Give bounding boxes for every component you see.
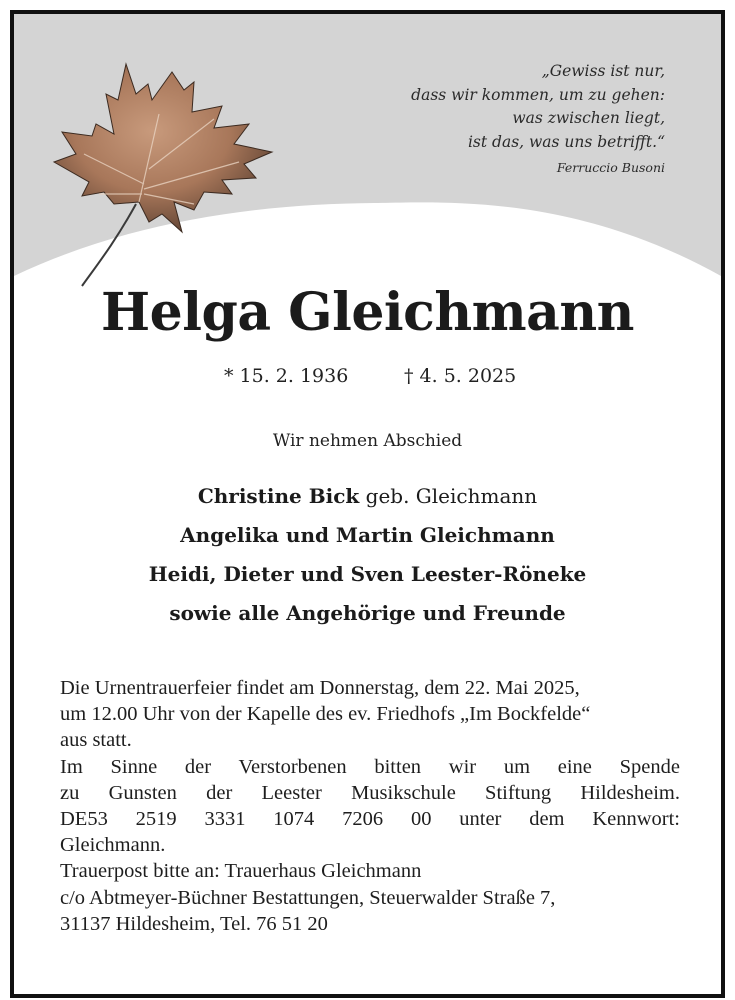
mourner-line: Angelika und Martin Gleichmann xyxy=(180,523,555,547)
details-line: Im Sinne der Verstorbenen bitten wir um eine Spende xyxy=(60,755,680,778)
details-line: um 12.00 Uhr von der Kapelle des ev. Friedhofs „Im Bockfelde“ xyxy=(60,703,591,726)
birth-date: * 15. 2. 1936 xyxy=(224,365,349,387)
ceremony-details xyxy=(60,675,680,937)
deceased-name: Helga Gleichmann xyxy=(101,282,634,343)
maple-leaf-icon xyxy=(44,54,279,294)
mourner-line xyxy=(14,477,721,516)
quote-author: Ferruccio Busoni xyxy=(556,160,665,175)
mourner-line: Heidi, Dieter und Sven Leester-Röneke xyxy=(148,562,587,586)
mourners-list xyxy=(14,477,721,633)
mourner-name: Christine Bick xyxy=(197,484,360,508)
address-line: 31137 Hildesheim, Tel. 76 51 20 xyxy=(60,912,328,935)
details-line: aus statt. xyxy=(60,729,132,752)
bank-details-line: DE53 2519 3331 1074 7206 00 unter dem Kennwort: xyxy=(60,808,680,831)
quote-line: „Gewiss ist nur, xyxy=(541,62,665,80)
address-line: c/o Abtmeyer-Büchner Bestattungen, Steuerwalder Straße 7, xyxy=(60,886,556,909)
details-line: Die Urnentrauerfeier findet am Donnerstag, dem 22. Mai 2025, xyxy=(60,677,580,699)
quote-line: was zwischen liegt, xyxy=(512,109,665,127)
death-date: † 4. 5. 2025 xyxy=(404,365,517,387)
mourner-line: sowie alle Angehörige und Freunde xyxy=(169,601,566,625)
farewell-line: Wir nehmen Abschied xyxy=(272,431,463,451)
details-line: zu Gunsten der Leester Musikschule Stiftung Hildesheim. xyxy=(60,781,680,804)
details-line: Trauerpost bitte an: Trauerhaus Gleichmann xyxy=(60,860,422,883)
quote-block xyxy=(411,60,665,180)
quote-line: dass wir kommen, um zu gehen: xyxy=(411,85,665,104)
obituary-card xyxy=(10,10,725,998)
quote-line: ist das, was uns betrifft.“ xyxy=(467,132,665,151)
details-line: Gleichmann. xyxy=(60,834,166,857)
mourner-maiden-name: geb. Gleichmann xyxy=(359,484,538,508)
